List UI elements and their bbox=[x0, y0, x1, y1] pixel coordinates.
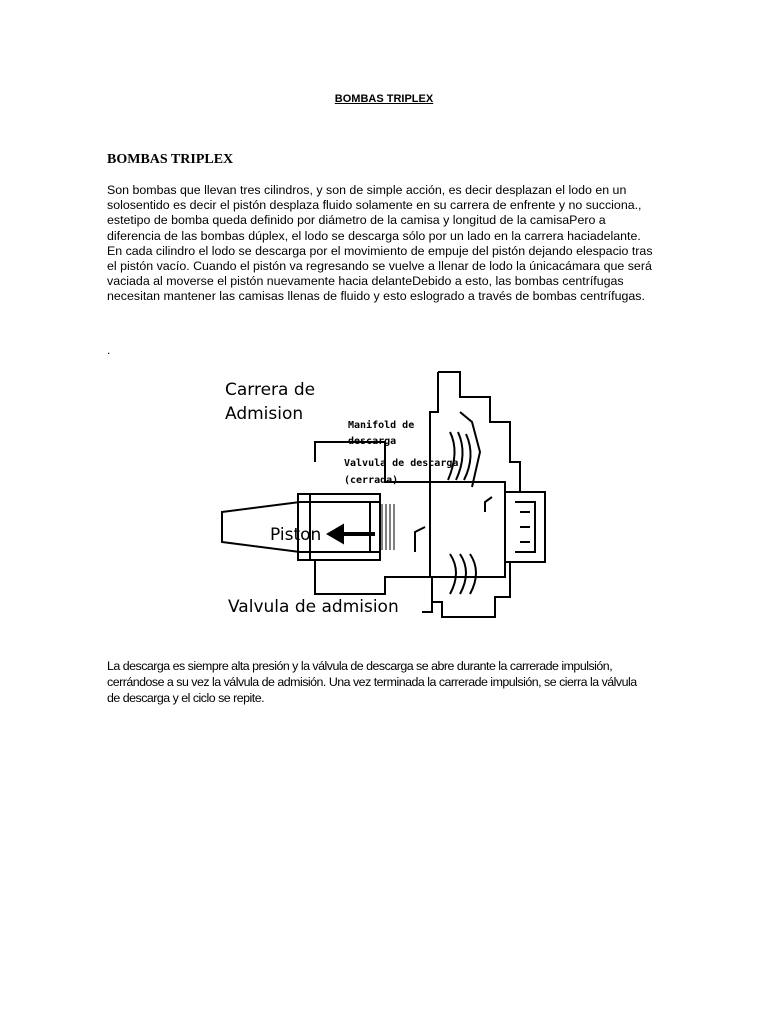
label-carrera-line1: Carrera de bbox=[225, 380, 316, 400]
label-manifold-line2: descarga bbox=[348, 436, 397, 447]
closing-paragraph: La descarga es siempre alta presión y la válvula de descarga se abre durante la carrerade impulsión, cerrándose a su vez la válvula de admisión. Una vez terminada la carrerade impulsión, se cierra la válvula de descarga y el ciclo se repite. bbox=[107, 659, 637, 705]
section-heading: BOMBAS TRIPLEX bbox=[107, 152, 234, 167]
intro-paragraph: Son bombas que llevan tres cilindros, y son de simple acción, es decir desplazan el lodo en un solosentido es decir el pistón desplaza fluido solamente en su carrera de enfrente y no succiona., estetipo de bomba queda definido por diámetro de la camisa y longitud de la camisaPero a diferencia de las bombas dúplex, el lodo se descarga sólo por un lado en la carrera haciadelante. En cada cilindro el lodo se descarga por el movimiento de empuje del pistón dejando elespacio tras el pistón vacío. Cuando el pistón va regresando se vuelve a llenar de lodo la únicacámara que será vaciada al moverse el pistón nuevamente hacia delanteDebido a esto, las bombas centrífugas necesitan mantener las camisas llenas de fluido y esto eslogrado a través de bombas centrífugas. bbox=[107, 183, 653, 304]
piston-arrow bbox=[330, 527, 375, 541]
label-valvula-descarga-line2: (cerrada) bbox=[344, 475, 399, 486]
hatching bbox=[382, 504, 394, 550]
page-title: BOMBAS TRIPLEX bbox=[334, 93, 434, 105]
label-carrera-line2: Admision bbox=[225, 404, 304, 424]
label-valvula-descarga-line1: Valvula de descarga bbox=[344, 458, 459, 469]
label-manifold-line1: Manifold de bbox=[348, 420, 415, 431]
label-piston: Piston bbox=[270, 525, 322, 545]
separator-dot: . bbox=[107, 343, 111, 357]
label-valvula-admision: Valvula de admision bbox=[228, 597, 399, 617]
pump-diagram bbox=[210, 362, 555, 627]
